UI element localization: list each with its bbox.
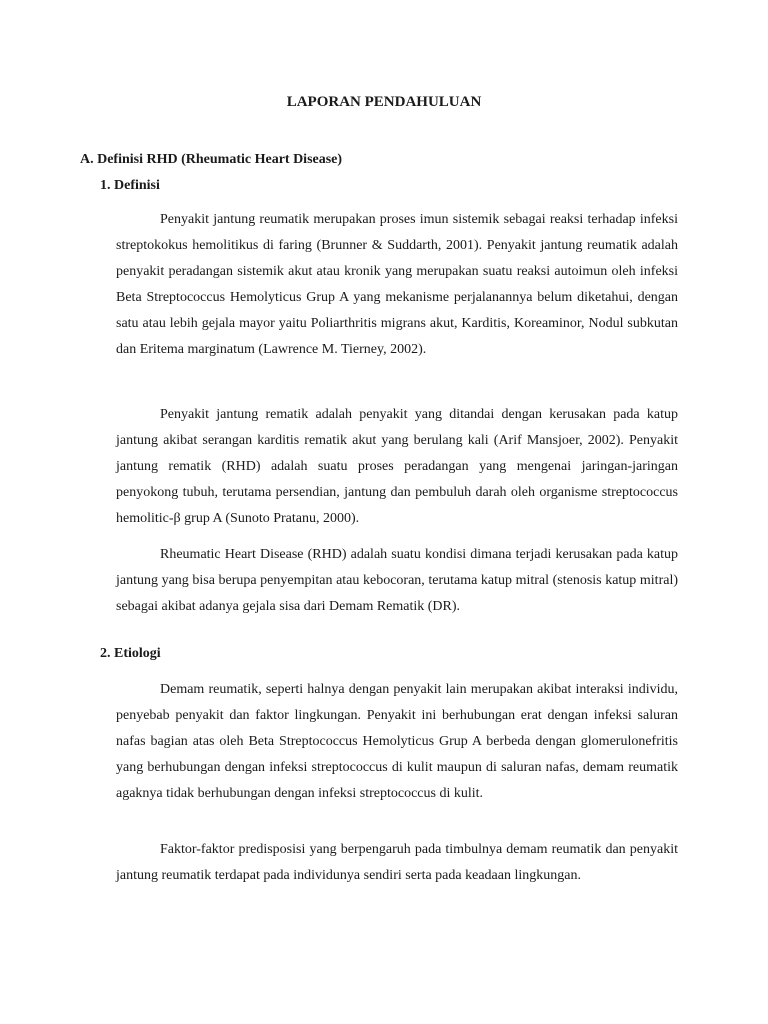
paragraph-definisi-2: Penyakit jantung rematik adalah penyakit yang ditandai dengan kerusakan pada katup jantung akibat serangan karditis rematik akut yang berulang kali (Arif Mansjoer, 2002). Penyakit jantung rematik (RHD) adalah suatu proses peradangan yang mengenai jaringan-jaringan penyokong tubuh, terutama persendian, jantung dan pembuluh darah oleh organisme streptococcus hemolitic-β grup A (Sunoto Pratanu, 2000).: [116, 407, 678, 526]
paragraph-etiologi-2: Faktor-faktor predisposisi yang berpengaruh pada timbulnya demam reumatik dan penyakit jantung reumatik terdapat pada individunya sendiri serta pada keadaan lingkungan.: [116, 842, 678, 883]
paragraph-etiologi-1: Demam reumatik, seperti halnya dengan penyakit lain merupakan akibat interaksi individu, penyebab penyakit dan faktor lingkungan. Penyakit ini berhubungan erat dengan infeksi saluran nafas bagian atas oleh Beta Streptococcus Hemolyticus Grup A berbeda dengan glomerulonefritis yang berhubungan dengan infeksi streptococcus di kulit maupun di saluran nafas, demam reumatik agaknya tidak berhubungan dengan infeksi streptococcus di kulit.: [116, 682, 678, 801]
paragraph-definisi-1: Penyakit jantung reumatik merupakan proses imun sistemik sebagai reaksi terhadap infeksi streptokokus hemolitikus di faring (Brunner & Suddarth, 2001). Penyakit jantung reumatik adalah penyakit peradangan sistemik akut atau kronik yang merupakan suatu reaksi autoimun oleh infeksi Beta Streptococcus Hemolyticus Grup A yang mekanisme perjalanannya belum diketahui, dengan satu atau lebih gejala mayor yaitu Poliarthritis migrans akut, Karditis, Koreaminor, Nodul subkutan dan Eritema marginatum (Lawrence M. Tierney, 2002).: [116, 212, 678, 357]
document-title: LAPORAN PENDAHULUAN: [286, 94, 482, 110]
section-heading-a: A. Definisi RHD (Rheumatic Heart Disease): [80, 152, 343, 167]
subheading-definisi: 1. Definisi: [100, 178, 160, 193]
paragraph-definisi-3: Rheumatic Heart Disease (RHD) adalah suatu kondisi dimana terjadi kerusakan pada katup jantung yang bisa berupa penyempitan atau kebocoran, terutama katup mitral (stenosis katup mitral) sebagai akibat adanya gejala sisa dari Demam Rematik (DR).: [116, 547, 678, 614]
subheading-etiologi: 2. Etiologi: [100, 646, 161, 661]
